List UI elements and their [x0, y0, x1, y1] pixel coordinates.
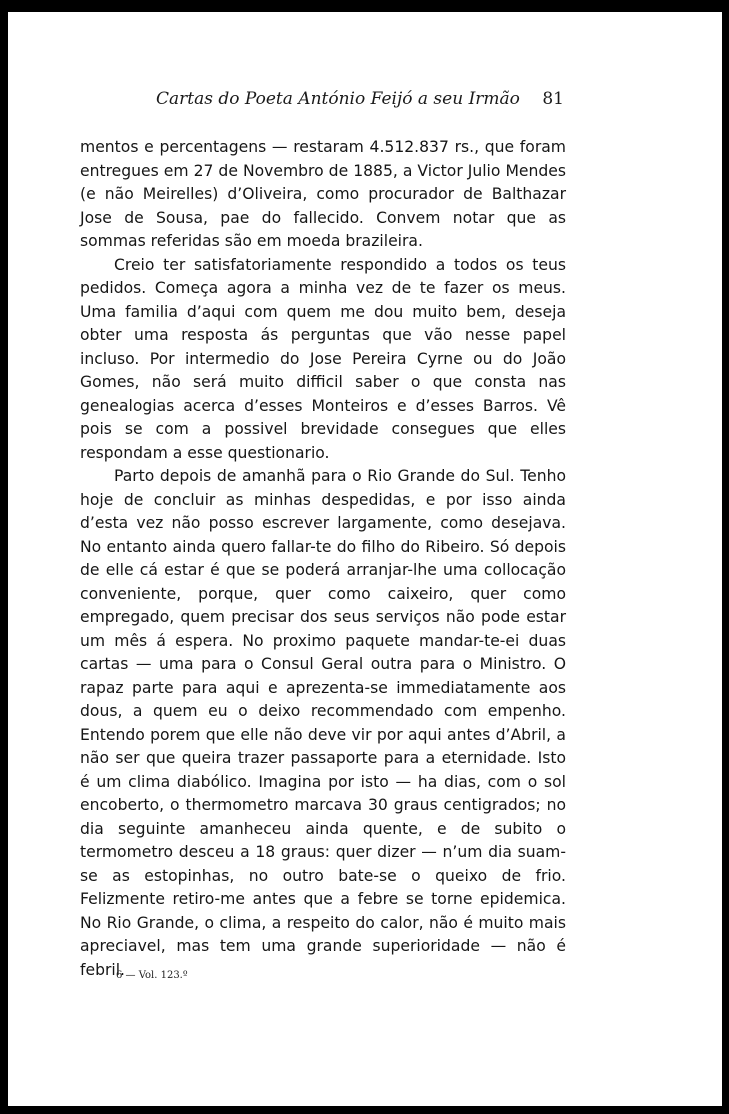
book-page: [8, 12, 722, 1106]
running-title: Cartas do Poeta António Feijó a seu Irmão: [156, 89, 520, 109]
printer-signature: 6 — Vol. 123.º: [116, 970, 188, 981]
paragraph: Creio ter satisfatoriamente respondido a todos os teus pedidos. Começa agora a minha vez de te fazer os meus. Uma familia d’aqui com quem me dou muito bem, deseja obter uma resposta ás perguntas que vão nesse papel incluso. Por intermedio do Jose Pereira Cyrne ou do João Gomes, não será muito difficil saber o que consta nas genealogias acerca d’esses Monteiros e d’esses Barros. Vê pois se com a possivel brevidade consegues que elles respondam a esse questionario.: [80, 255, 566, 462]
paragraph: Parto depois de amanhã para o Rio Grande do Sul. Tenho hoje de concluir as minhas despedidas, e por isso ainda d’esta vez não posso escrever largamente, como desejava. No entanto ainda quero fallar-te do filho do Ribeiro. Só depois de elle cá estar é que se poderá arranjar-lhe uma collocação conveniente, porque, quer como caixeiro, quer como empregado, quem precisar dos seus serviços não pode estar um mês á espera. No proximo paquete mandar-te-ei duas cartas — uma para o Consul Geral outra para o Ministro. O rapaz parte para aqui e aprezenta-se immediatamente aos dous, a quem eu o deixo recommendado com empenho. Entendo porem que elle não deve vir por aqui antes d’Abril, a não ser que queira trazer passaporte para a eternidade. Isto é um clima diabólico. Imagina por isto — ha dias, com o sol encoberto, o thermometro marcava 30 graus centigrados; no dia seguinte amanheceu ainda quente, e de subito o termometro desceu a 18 graus: quer dizer — n’um dia suam-se as estopinhas, no outro bate-se o queixo de frio. Felizmente retiro-me antes que a febre se torne epidemica. No Rio Grande, o clima, a respeito do calor, não é muito mais apreciavel, mas tem uma grande superioridade — não é febril.: [80, 467, 566, 979]
page-number: 81: [542, 89, 564, 109]
running-head: [82, 89, 564, 115]
body-text: [80, 136, 566, 982]
paragraph: mentos e percentagens — restaram 4.512.837 rs., que foram entregues em 27 de Novembro de 1885, a Victor Julio Mendes (e não Meirelles) d’Oliveira, como procurador de Balthazar Jose de Sousa, pae do fallecido. Convem notar que as sommas referidas são em moeda brazileira.: [80, 138, 566, 250]
